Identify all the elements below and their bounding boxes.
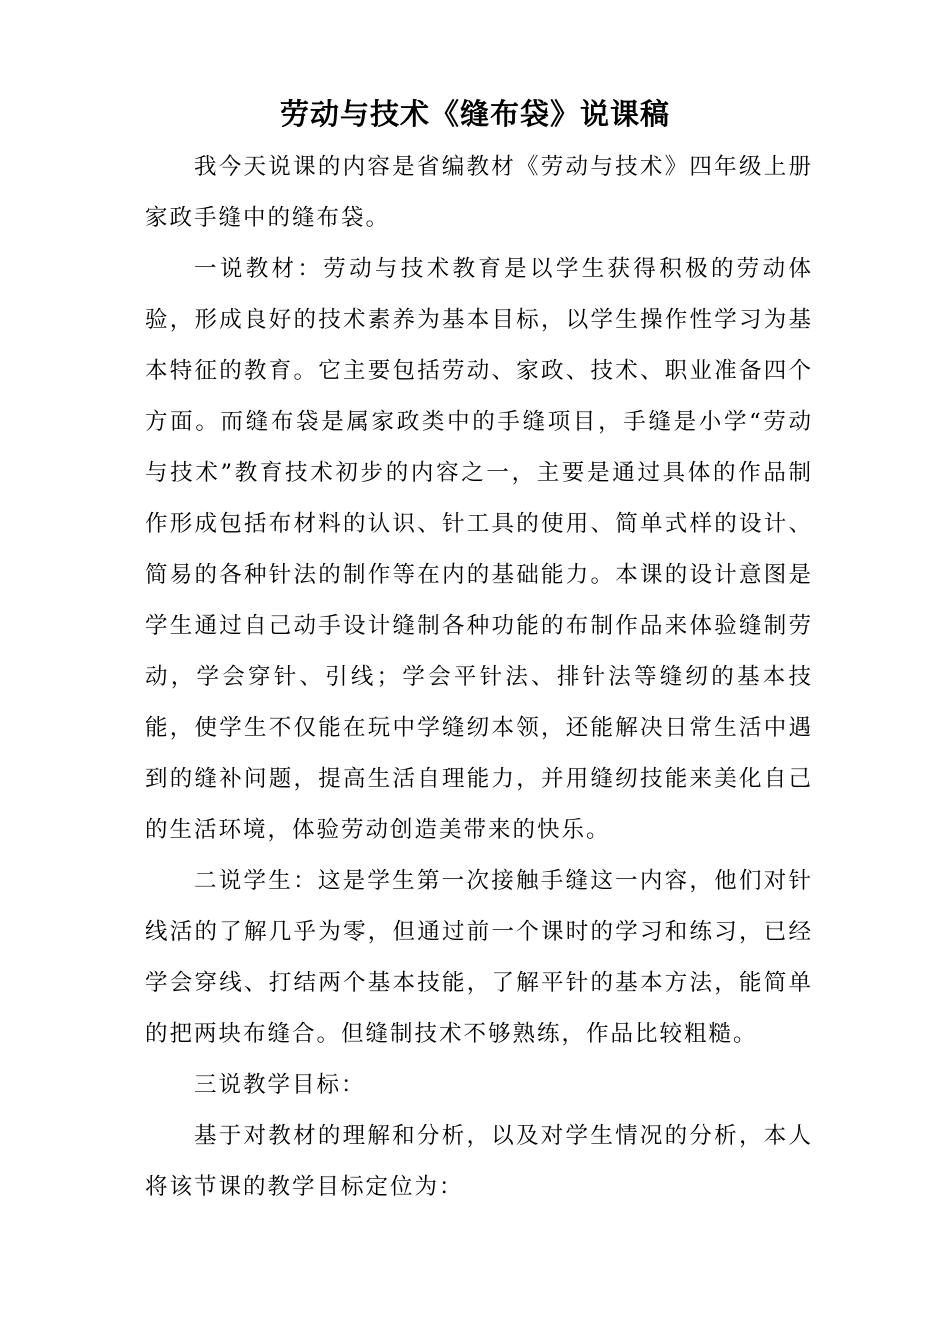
paragraph-objectives: 基于对教材的理解和分析，以及对学生情况的分析，本人将该节课的教学目标定位为： [145,1123,813,1200]
document-body [145,142,813,1213]
paragraph-students: 二说学生：这是学生第一次接触手缝这一内容，他们对针线活的了解几乎为零，但通过前一个课时的学习和练习，已经学会穿线、打结两个基本技能，了解平针的基本方法，能简单的把两块布缝合。但缝制技术不够熟练，作品比较粗糙。 [145,868,813,1047]
paragraph-textbook: 一说教材：劳动与技术教育是以学生获得积极的劳动体验，形成良好的技术素养为基本目标，以学生操作性学习为基本特征的教育。它主要包括劳动、家政、技术、职业准备四个方面。而缝布袋是属家政类中的手缝项目，手缝是小学“劳动与技术”教育技术初步的内容之一，主要是通过具体的作品制作形成包括布材料的认识、针工具的使用、简单式样的设计、简易的各种针法的制作等在内的基础能力。本课的设计意图是学生通过自己动手设计缝制各种功能的布制作品来体验缝制劳动，学会穿针、引线；学会平针法、排针法等缝纫的基本技能，使学生不仅能在玩中学缝纫本领，还能解决日常生活中遇到的缝补问题，提高生活自理能力，并用缝纫技能来美化自己的生活环境，体验劳动创造美带来的快乐。 [145,256,813,843]
paragraph-objectives-heading: 三说教学目标： [194,1072,366,1098]
paragraph-intro: 我今天说课的内容是省编教材《劳动与技术》四年级上册家政手缝中的缝布袋。 [145,154,813,231]
document-title: 劳动与技术《缝布袋》说课稿 [279,97,670,131]
